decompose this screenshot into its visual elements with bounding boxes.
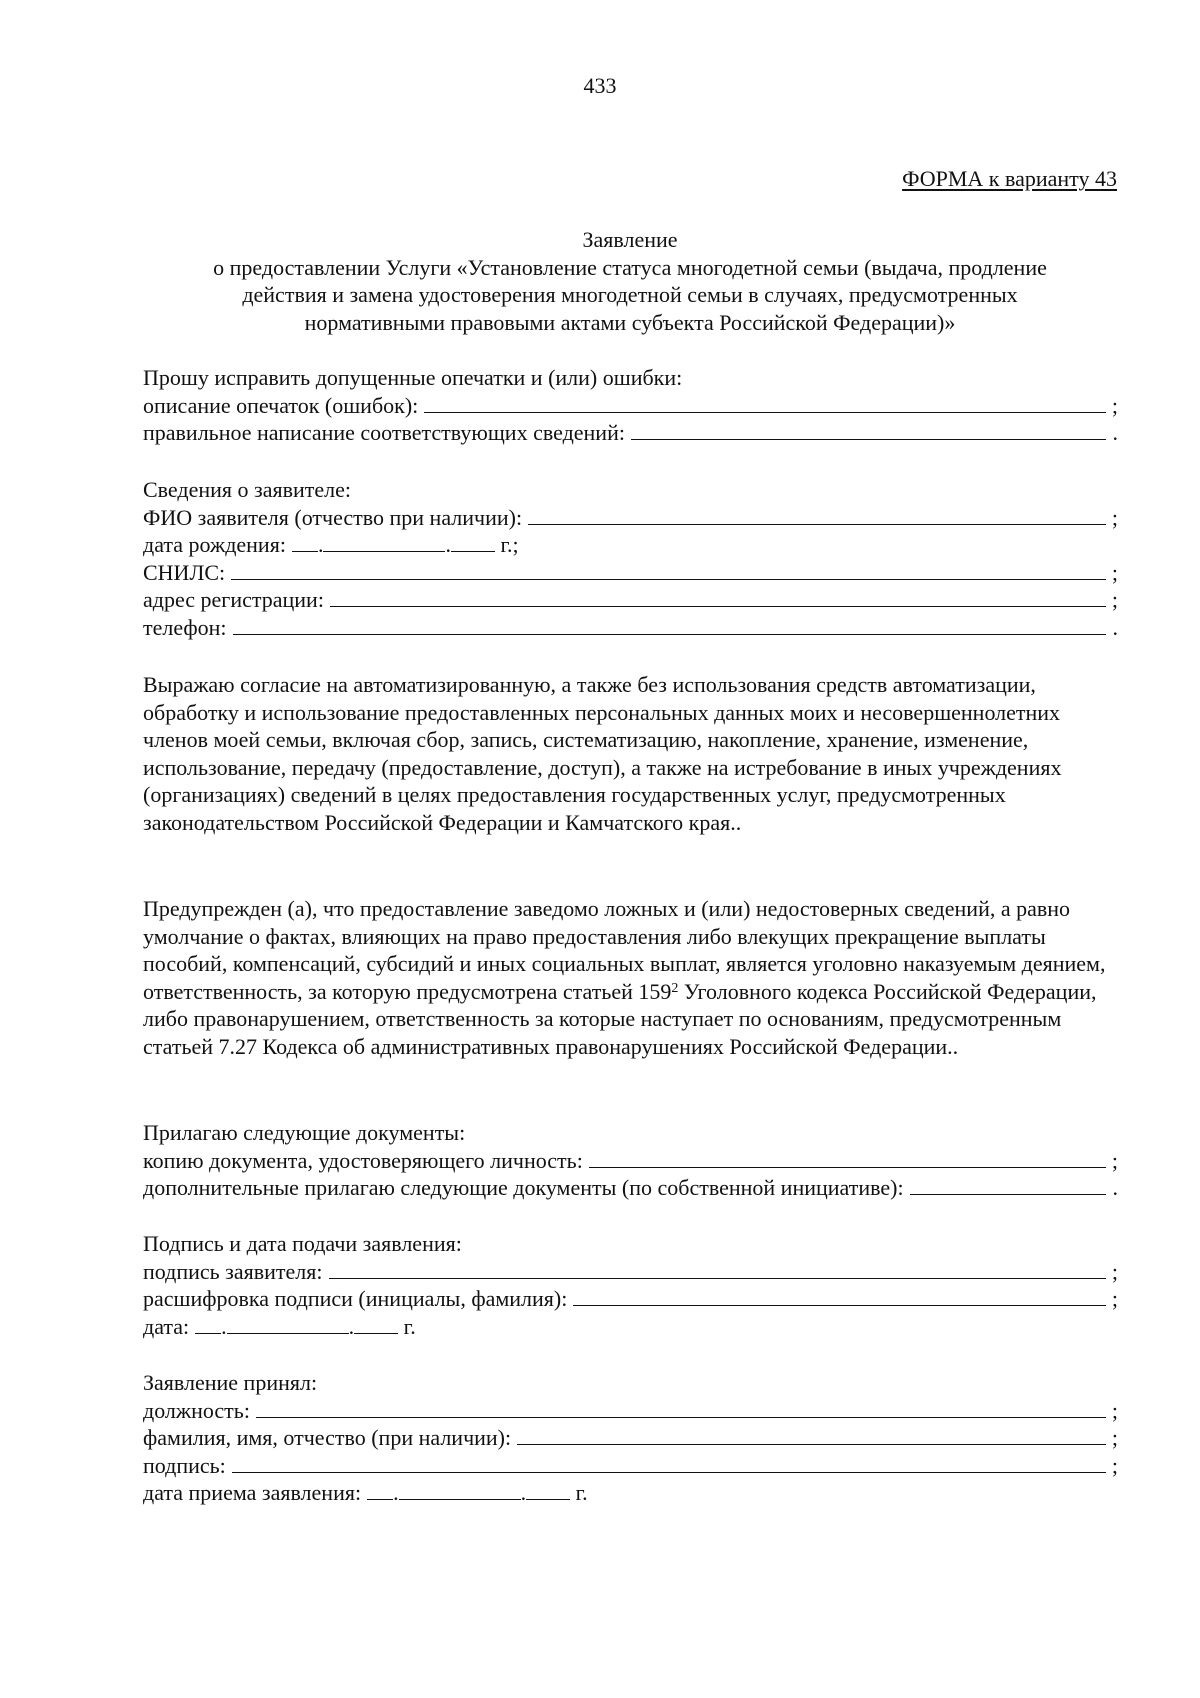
accepted-position-field[interactable]	[256, 1398, 1106, 1418]
signature-date-suffix: г.	[403, 1313, 416, 1339]
page-number: 433	[583, 73, 617, 98]
accepted-date-row: дата приема заявления: . . г.	[143, 1480, 588, 1505]
accepted-day-field[interactable]	[367, 1480, 393, 1500]
signature-date-row: дата: . . г.	[143, 1313, 416, 1339]
form-label: ФОРМА к варианту 43	[902, 166, 1117, 191]
applicant-address-field[interactable]	[330, 587, 1106, 607]
corrections-correct-label: правильное написание соответствующих сведений:	[143, 420, 625, 445]
documents-extra-row: дополнительные прилагаю следующие документы (по собственной инициативе): .	[143, 1175, 1118, 1200]
corrections-section	[143, 364, 1118, 447]
applicant-fio-label: ФИО заявителя (отчество при наличии):	[143, 504, 523, 530]
accepted-sign-row: подпись: ;	[143, 1452, 1118, 1478]
accepted-sign-label: подпись:	[143, 1452, 226, 1478]
accepted-heading: Заявление принял:	[143, 1370, 318, 1395]
birth-year-field[interactable]	[451, 532, 495, 552]
documents-id-field[interactable]	[589, 1148, 1106, 1168]
accepted-fio-row: фамилия, имя, отчество (при наличии): ;	[143, 1425, 1118, 1450]
corrections-correct-field[interactable]	[631, 420, 1106, 440]
accepted-year-field[interactable]	[526, 1480, 570, 1500]
signature-decode-field[interactable]	[573, 1286, 1106, 1306]
applicant-address-row: адрес регистрации: ;	[143, 587, 1118, 612]
accepted-fio-label: фамилия, имя, отчество (при наличии):	[143, 1425, 512, 1450]
signature-date-label: дата:	[143, 1313, 190, 1339]
applicant-section	[143, 476, 1118, 641]
corrections-description-row: описание опечаток (ошибок): ;	[143, 392, 1118, 418]
title-line-4: нормативными правовыми актами субъекта Российской Федерации)»	[304, 309, 956, 335]
accepted-date-suffix: г.	[575, 1480, 588, 1505]
documents-id-label: копию документа, удостоверяющего личность:	[143, 1147, 583, 1173]
documents-extra-label: дополнительные прилагаю следующие документы (по собственной инициативе):	[143, 1175, 904, 1200]
documents-extra-field[interactable]	[910, 1175, 1106, 1195]
signature-section	[143, 1230, 1118, 1340]
documents-heading: Прилагаю следующие документы:	[143, 1120, 466, 1145]
applicant-snils-label: СНИЛС:	[143, 559, 226, 585]
birth-suffix: г.;	[500, 532, 519, 557]
signature-decode-row: расшифровка подписи (инициалы, фамилия): ;	[143, 1286, 1118, 1311]
signature-sign-row: подпись заявителя: ;	[143, 1258, 1118, 1284]
signature-month-field[interactable]	[227, 1314, 349, 1334]
corrections-description-field[interactable]	[424, 393, 1106, 413]
accepted-section	[143, 1369, 1118, 1507]
accepted-month-field[interactable]	[399, 1480, 521, 1500]
birth-day-field[interactable]	[292, 532, 318, 552]
birth-month-field[interactable]	[323, 532, 445, 552]
applicant-phone-label: телефон:	[143, 614, 227, 640]
corrections-heading: Прошу исправить допущенные опечатки и (или) ошибки:	[143, 365, 683, 390]
signature-decode-label: расшифровка подписи (инициалы, фамилия):	[143, 1286, 568, 1311]
applicant-snils-row: СНИЛС: ;	[143, 559, 1118, 585]
title-line-3: действия и замена удостоверения многодетной семьи в случаях, предусмотренных	[242, 282, 1018, 307]
corrections-description-label: описание опечаток (ошибок):	[143, 392, 419, 418]
documents-section	[143, 1119, 1118, 1202]
applicant-address-label: адрес регистрации:	[143, 587, 324, 612]
applicant-birth-row: дата рождения: . . г.;	[143, 532, 519, 557]
applicant-heading: Сведения о заявителе:	[143, 477, 352, 502]
title-line-2: о предоставлении Услуги «Установление статуса многодетной семьи (выдача, продление	[213, 254, 1047, 280]
signature-sign-field[interactable]	[329, 1259, 1106, 1279]
accepted-position-row: должность: ;	[143, 1397, 1118, 1423]
accepted-fio-field[interactable]	[517, 1425, 1106, 1445]
title-line-1: Заявление	[582, 227, 678, 252]
applicant-birth-label: дата рождения:	[143, 532, 286, 557]
corrections-correct-row: правильное написание соответствующих сведений: .	[143, 420, 1118, 445]
signature-heading: Подпись и дата подачи заявления:	[143, 1231, 462, 1256]
signature-year-field[interactable]	[354, 1314, 398, 1334]
applicant-phone-field[interactable]	[233, 615, 1106, 635]
applicant-fio-row: ФИО заявителя (отчество при наличии): ;	[143, 504, 1118, 530]
warning-paragraph: Предупрежден (а), что предоставление заведомо ложных и (или) недостоверных сведений, а равно умолчание о фактах, влияющих на право предоставления либо влекущих прекращение выплаты пособий, компенсаций, субсидий и иных социальных выплат, является уголовно наказуемым деянием, ответственность, за которую предусмотрена статьей $159^2$ Уголовного кодекса Российской Федерации, либо правонарушением, ответственность за которые наступает по основаниям, предусмотренным статьей 7.27 Кодекса об административных правонарушениях Российской Федерации..	[143, 896, 1106, 1059]
applicant-snils-field[interactable]	[231, 560, 1106, 580]
consent-paragraph: Выражаю согласие на автоматизированную, а также без использования средств автоматизации, обработку и использование предоставленных персональных данных моих и несовершеннолетних членов моей семьи, включая сбор, запись, систематизацию, накопление, хранение, изменение, использование, передачу (предоставление, доступ), а также на истребование в иных учреждениях (организациях) сведений в целях предоставления государственных услуг, предусмотренных законодательством Российской Федерации и Камчатского края..	[143, 672, 1062, 835]
signature-day-field[interactable]	[195, 1314, 221, 1334]
accepted-date-label: дата приема заявления:	[143, 1480, 362, 1505]
signature-sign-label: подпись заявителя:	[143, 1258, 323, 1284]
document-title	[150, 226, 1110, 336]
documents-id-row: копию документа, удостоверяющего личность: ;	[143, 1147, 1118, 1173]
applicant-phone-row: телефон: .	[143, 614, 1118, 640]
accepted-sign-field[interactable]	[232, 1453, 1106, 1473]
article-superscript: 2	[671, 980, 679, 996]
applicant-fio-field[interactable]	[528, 505, 1106, 525]
accepted-position-label: должность:	[143, 1397, 250, 1423]
